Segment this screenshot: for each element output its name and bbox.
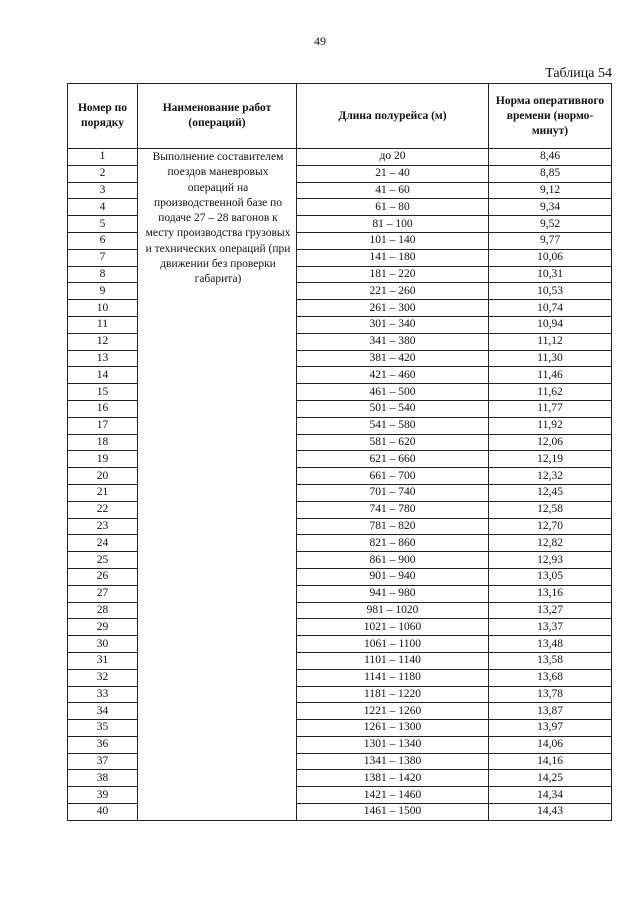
row-number: 3 bbox=[68, 182, 138, 199]
row-norm: 11,30 bbox=[489, 350, 612, 367]
row-length: 741 – 780 bbox=[297, 501, 489, 518]
row-number: 8 bbox=[68, 266, 138, 283]
row-norm: 12,45 bbox=[489, 484, 612, 501]
row-number: 12 bbox=[68, 333, 138, 350]
row-norm: 12,58 bbox=[489, 501, 612, 518]
row-length: 21 – 40 bbox=[297, 165, 489, 182]
row-length: 1301 – 1340 bbox=[297, 736, 489, 753]
row-norm: 13,97 bbox=[489, 720, 612, 737]
row-length: 181 – 220 bbox=[297, 266, 489, 283]
row-length: 541 – 580 bbox=[297, 417, 489, 434]
row-length: 1261 – 1300 bbox=[297, 720, 489, 737]
row-norm: 14,34 bbox=[489, 787, 612, 804]
row-length: 701 – 740 bbox=[297, 484, 489, 501]
row-norm: 12,19 bbox=[489, 451, 612, 468]
header-length: Длина полурейса (м) bbox=[297, 84, 489, 149]
row-length: 581 – 620 bbox=[297, 434, 489, 451]
row-number: 36 bbox=[68, 736, 138, 753]
table-caption: Таблица 54 bbox=[545, 66, 612, 81]
operation-description: Выполнение составителем поездов маневровых операций на производственной базе по подаче 27 – 28 вагонов к месту производства грузовых и технических операций (при движении без проверки габарита) bbox=[138, 149, 297, 821]
norms-table bbox=[67, 83, 612, 821]
row-number: 14 bbox=[68, 367, 138, 384]
page-number: 49 bbox=[314, 34, 326, 48]
row-length: 1341 – 1380 bbox=[297, 753, 489, 770]
row-norm: 13,27 bbox=[489, 602, 612, 619]
row-norm: 13,87 bbox=[489, 703, 612, 720]
row-norm: 9,34 bbox=[489, 199, 612, 216]
row-norm: 11,77 bbox=[489, 400, 612, 417]
row-number: 10 bbox=[68, 300, 138, 317]
row-norm: 9,77 bbox=[489, 232, 612, 249]
row-norm: 8,85 bbox=[489, 165, 612, 182]
row-number: 39 bbox=[68, 787, 138, 804]
row-number: 5 bbox=[68, 216, 138, 233]
row-norm: 14,06 bbox=[489, 736, 612, 753]
row-length: 421 – 460 bbox=[297, 367, 489, 384]
row-number: 27 bbox=[68, 585, 138, 602]
header-norm: Норма оперативного времени (нормо-минут) bbox=[489, 84, 612, 149]
row-length: 381 – 420 bbox=[297, 350, 489, 367]
row-norm: 10,31 bbox=[489, 266, 612, 283]
row-number: 15 bbox=[68, 384, 138, 401]
row-number: 31 bbox=[68, 652, 138, 669]
row-norm: 14,43 bbox=[489, 804, 612, 821]
row-norm: 12,70 bbox=[489, 518, 612, 535]
row-number: 38 bbox=[68, 770, 138, 787]
row-number: 6 bbox=[68, 232, 138, 249]
row-norm: 13,68 bbox=[489, 669, 612, 686]
row-norm: 13,58 bbox=[489, 652, 612, 669]
row-number: 24 bbox=[68, 535, 138, 552]
row-number: 28 bbox=[68, 602, 138, 619]
row-norm: 10,94 bbox=[489, 316, 612, 333]
row-length: 1021 – 1060 bbox=[297, 619, 489, 636]
row-norm: 12,06 bbox=[489, 434, 612, 451]
row-number: 22 bbox=[68, 501, 138, 518]
row-number: 30 bbox=[68, 636, 138, 653]
row-number: 32 bbox=[68, 669, 138, 686]
row-number: 37 bbox=[68, 753, 138, 770]
row-number: 29 bbox=[68, 619, 138, 636]
header-operation: Наименование работ (операций) bbox=[138, 84, 297, 149]
row-number: 17 bbox=[68, 417, 138, 434]
row-number: 16 bbox=[68, 400, 138, 417]
row-length: 941 – 980 bbox=[297, 585, 489, 602]
row-norm: 13,16 bbox=[489, 585, 612, 602]
row-norm: 13,37 bbox=[489, 619, 612, 636]
table-row bbox=[68, 149, 612, 166]
row-norm: 9,52 bbox=[489, 216, 612, 233]
row-number: 18 bbox=[68, 434, 138, 451]
row-number: 26 bbox=[68, 568, 138, 585]
row-norm: 14,16 bbox=[489, 753, 612, 770]
row-number: 35 bbox=[68, 720, 138, 737]
row-length: 621 – 660 bbox=[297, 451, 489, 468]
row-norm: 11,46 bbox=[489, 367, 612, 384]
row-length: 1421 – 1460 bbox=[297, 787, 489, 804]
row-length: 901 – 940 bbox=[297, 568, 489, 585]
row-length: 661 – 700 bbox=[297, 468, 489, 485]
row-length: 1101 – 1140 bbox=[297, 652, 489, 669]
row-length: 261 – 300 bbox=[297, 300, 489, 317]
row-norm: 11,12 bbox=[489, 333, 612, 350]
row-length: 221 – 260 bbox=[297, 283, 489, 300]
row-length: 1061 – 1100 bbox=[297, 636, 489, 653]
row-norm: 11,92 bbox=[489, 417, 612, 434]
row-length: 861 – 900 bbox=[297, 552, 489, 569]
row-number: 2 bbox=[68, 165, 138, 182]
row-norm: 10,74 bbox=[489, 300, 612, 317]
header-row bbox=[68, 84, 612, 149]
row-number: 11 bbox=[68, 316, 138, 333]
row-norm: 9,12 bbox=[489, 182, 612, 199]
row-number: 33 bbox=[68, 686, 138, 703]
row-length: 81 – 100 bbox=[297, 216, 489, 233]
row-norm: 8,46 bbox=[489, 149, 612, 166]
row-length: 141 – 180 bbox=[297, 249, 489, 266]
row-norm: 12,82 bbox=[489, 535, 612, 552]
row-norm: 10,06 bbox=[489, 249, 612, 266]
row-norm: 13,48 bbox=[489, 636, 612, 653]
row-norm: 10,53 bbox=[489, 283, 612, 300]
row-number: 1 bbox=[68, 149, 138, 166]
row-norm: 12,93 bbox=[489, 552, 612, 569]
row-length: 781 – 820 bbox=[297, 518, 489, 535]
row-number: 34 bbox=[68, 703, 138, 720]
row-number: 7 bbox=[68, 249, 138, 266]
row-number: 25 bbox=[68, 552, 138, 569]
row-length: 1181 – 1220 bbox=[297, 686, 489, 703]
row-norm: 13,78 bbox=[489, 686, 612, 703]
row-length: 1221 – 1260 bbox=[297, 703, 489, 720]
table-body bbox=[68, 149, 612, 821]
row-length: 981 – 1020 bbox=[297, 602, 489, 619]
row-number: 9 bbox=[68, 283, 138, 300]
row-norm: 13,05 bbox=[489, 568, 612, 585]
row-number: 21 bbox=[68, 484, 138, 501]
row-number: 4 bbox=[68, 199, 138, 216]
header-number: Номер по порядку bbox=[68, 84, 138, 149]
row-length: 61 – 80 bbox=[297, 199, 489, 216]
row-number: 20 bbox=[68, 468, 138, 485]
row-length: 341 – 380 bbox=[297, 333, 489, 350]
row-length: 821 – 860 bbox=[297, 535, 489, 552]
table-header bbox=[68, 84, 612, 149]
row-length: 501 – 540 bbox=[297, 400, 489, 417]
row-length: 41 – 60 bbox=[297, 182, 489, 199]
row-length: 1381 – 1420 bbox=[297, 770, 489, 787]
row-norm: 14,25 bbox=[489, 770, 612, 787]
row-norm: 11,62 bbox=[489, 384, 612, 401]
row-length: 1461 – 1500 bbox=[297, 804, 489, 821]
row-length: 301 – 340 bbox=[297, 316, 489, 333]
row-number: 13 bbox=[68, 350, 138, 367]
row-length: 461 – 500 bbox=[297, 384, 489, 401]
row-number: 23 bbox=[68, 518, 138, 535]
row-length: 1141 – 1180 bbox=[297, 669, 489, 686]
row-number: 40 bbox=[68, 804, 138, 821]
row-number: 19 bbox=[68, 451, 138, 468]
row-length: 101 – 140 bbox=[297, 232, 489, 249]
row-length: до 20 bbox=[297, 149, 489, 166]
row-norm: 12,32 bbox=[489, 468, 612, 485]
